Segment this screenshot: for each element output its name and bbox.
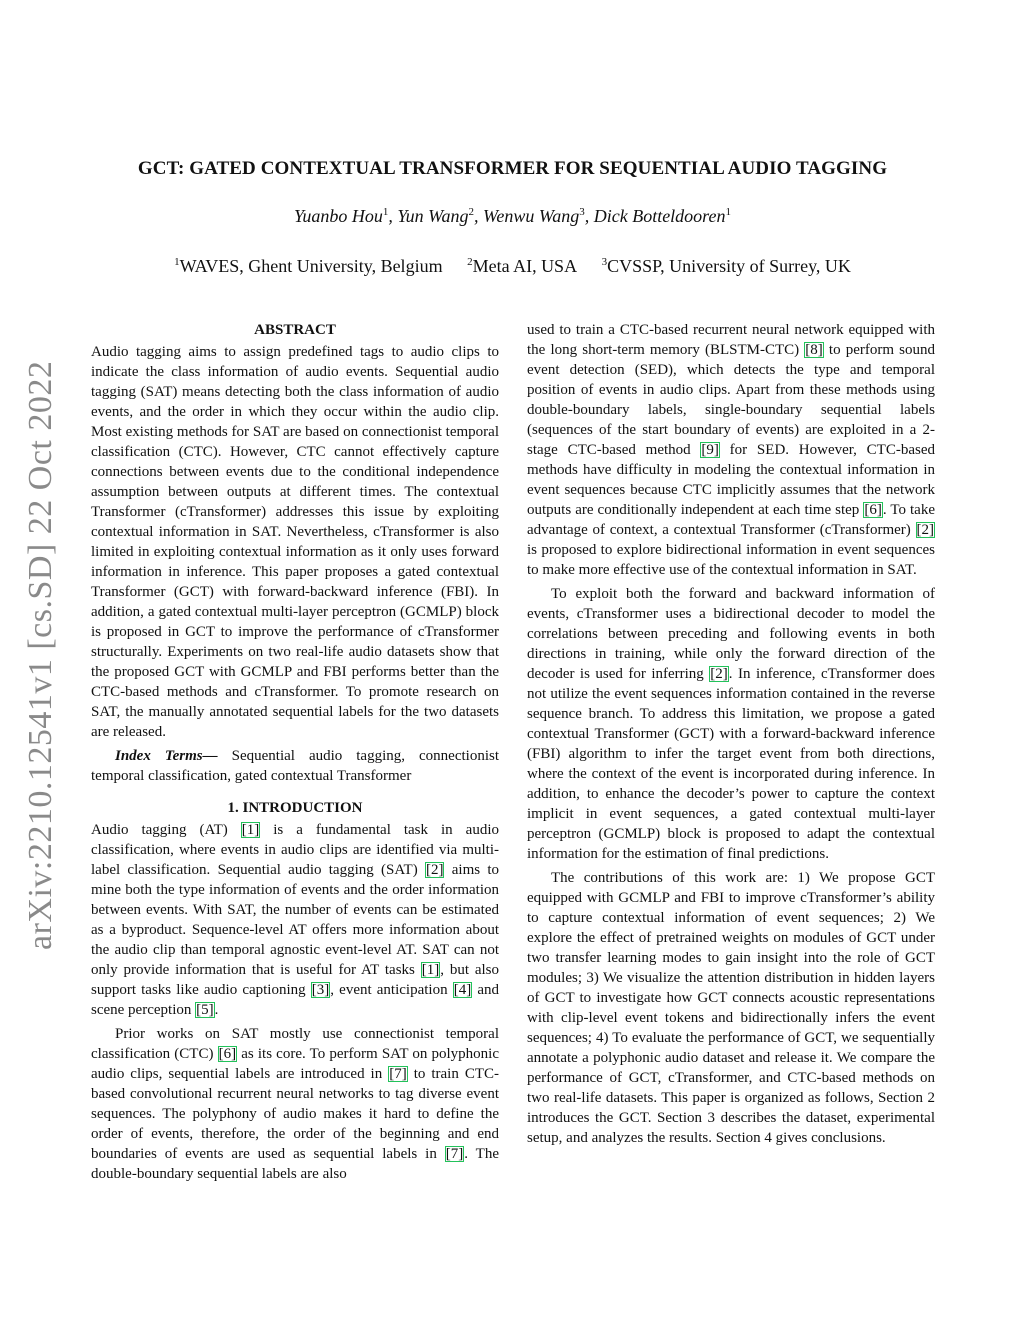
citation-link[interactable]: [2] <box>710 666 728 682</box>
citation-link[interactable]: [4] <box>453 982 472 998</box>
intro-paragraph-3: used to train a CTC-based recurrent neural network equipped with the long short-term memory (BLSTM-CTC) [8] to perform sound event detection (SED), which detects the type and temporal position of events in audio clips. Apart from these methods using double-boundary labels, single-boundary sequential labels (sequences of the start boundary of events) are exploited in a 2-stage CTC-based method [9] for SED. However, CTC-based methods have difficulty in modeling the contextual information in event sequences because CTC implicitly assumes that the network outputs are conditionally independent at each time step [6]. To take advantage of context, a contextual Transformer (cTransformer) [2] is proposed to explore bidirectional information in event sequences to make more effective use of the contextual information in SAT. <box>527 322 935 578</box>
citation-link[interactable]: [7] <box>389 1066 407 1082</box>
author-list: Yuanbo Hou$^1$, Yun Wang$^2$, Wenwu Wang$^3$, Dick Botteldooren$^1$ <box>293 206 732 226</box>
citation-link[interactable]: [2] <box>916 522 934 538</box>
citation-link[interactable]: [5] <box>196 1002 214 1018</box>
affiliation: $^1$WAVES, Ghent University, Belgium <box>174 256 443 276</box>
author: Yuanbo Hou <box>293 206 383 226</box>
intro-paragraph-1: Audio tagging (AT) [1] is a fundamental task in audio classification, where events in audio clips are identified via multi-label classification. Sequential audio tagging (SAT) [2] aims to mine both the type information of events and the order information between events. With SAT, the number of events can be estimated as a byproduct. Sequence-level AT offers more information about the audio clip than temporal agnostic event-level AT. SAT can not only provide information that is useful for AT tasks [1], but also support tasks like audio captioning [3], event anticipation [4] and scene perception [5]. <box>91 822 500 1018</box>
citation-link[interactable]: [1] <box>421 962 440 978</box>
affiliation: $^3$CVSSP, University of Surrey, UK <box>601 256 851 276</box>
citation-link[interactable]: [3] <box>311 982 330 998</box>
citation-link[interactable]: [8] <box>805 342 823 358</box>
author: Wenwu Wang <box>483 206 580 226</box>
introduction-heading: 1. INTRODUCTION <box>227 800 363 816</box>
citation-link[interactable]: [2] <box>425 862 444 878</box>
index-terms: Index Terms— Sequential audio tagging, connectionist temporal classification, gated contextual Transformer <box>91 748 499 784</box>
left-column <box>91 320 499 1184</box>
author: Yun Wang <box>397 206 469 226</box>
citation-link[interactable]: [1] <box>241 822 260 838</box>
citation-link[interactable]: [6] <box>218 1046 237 1062</box>
affiliation-list <box>90 256 935 277</box>
paper-title: GCT: GATED CONTEXTUAL TRANSFORMER FOR SEQUENTIAL AUDIO TAGGING <box>137 158 888 179</box>
abstract-heading: ABSTRACT <box>254 322 336 338</box>
abstract-text: Audio tagging aims to assign predefined tags to audio clips to indicate the class information of audio events. Sequential audio tagging (SAT) means detecting both the class information of audio events, and the order in which they occur within the audio clip. Most existing methods for SAT are based on connectionist temporal classification (CTC). However, CTC cannot effectively capture connections between events due to the conditional independence assumption between outputs at different times. The contextual Transformer (cTransformer) addresses this issue by exploiting contextual information in SAT. Nevertheless, cTransformer is also limited in exploiting contextual information as it only uses forward information in inference. This paper proposes a gated contextual Transformer (GCT) with forward-backward inference (FBI). In addition, a gated contextual multi-layer perceptron (GCMLP) block is proposed in GCT to improve the performance of cTransformer structurally. Experiments on two real-life audio datasets show that the proposed GCT with GCMLP and FBI performs better than the CTC-based methods and cTransformer. To promote research on SAT, the manually annotated sequential labels for the two datasets are released. <box>91 344 499 740</box>
right-column <box>527 320 935 1148</box>
citation-link[interactable]: [6] <box>864 502 882 518</box>
arxiv-identifier: arXiv:2210.12541v1 [cs.SD] 22 Oct 2022 <box>22 360 59 950</box>
index-terms-label: Index Terms— <box>115 748 218 764</box>
intro-paragraph-4: To exploit both the forward and backward information of events, cTransformer uses a bidirectional decoder to model the correlations between preceding and following events in both directions in training, while only the forward direction of the decoder is used for inferring [2]. In inference, cTransformer does not utilize the event sequences information contained in the reverse sequence branch. To address this limitation, we propose a gated contextual Transformer (GCT) with a forward-backward inference (FBI) algorithm to infer the target event from both directions, where the context of the event is incorporated during inference. In addition, to enhance the decoder’s power to capture the context implicit in event sequences, a gated contextual multi-layer perceptron (GCMLP) block is proposed to adapt the contextual information for the estimation of final predictions. <box>527 586 935 862</box>
citation-link[interactable]: [9] <box>701 442 719 458</box>
contributions-paragraph: The contributions of this work are: 1) We propose GCT equipped with GCMLP and FBI to improve cTransformer’s ability to capture contextual information of event sequences; 2) We explore the effect of pretrained weights on modules of GCT under two transfer learning modes to gain insight into the role of GCT modules; 3) We visualize the attention distribution in hidden layers of GCT to investigate how GCT connects acoustic representations with clip-level event tokens and bidirectionally infers the event sequences; 4) To evaluate the performance of GCT, we sequentially annotate a polyphonic audio dataset and release it. We compare the performance of GCT, cTransformer, and CTC-based methods on two real-life datasets. This paper is organized as follows, Section 2 introduces the GCT. Section 3 describes the dataset, experimental setup, and analyzes the results. Section 4 gives conclusions. <box>527 870 935 1146</box>
citation-link[interactable]: [7] <box>445 1146 464 1162</box>
author: Dick Botteldooren <box>593 206 726 226</box>
affiliation: $^2$Meta AI, USA <box>467 256 578 276</box>
intro-paragraph-2: Prior works on SAT mostly use connectionist temporal classification (CTC) [6] as its core. To perform SAT on polyphonic audio clips, sequential labels are introduced in [7] to train CTC-based convolutional recurrent neural networks to tag diverse event sequences. The polyphony of audio makes it hard to define the order of events, therefore, the order of the beginning and end boundaries of events are used as sequential labels in [7]. The double-boundary sequential labels are also <box>91 1026 499 1182</box>
